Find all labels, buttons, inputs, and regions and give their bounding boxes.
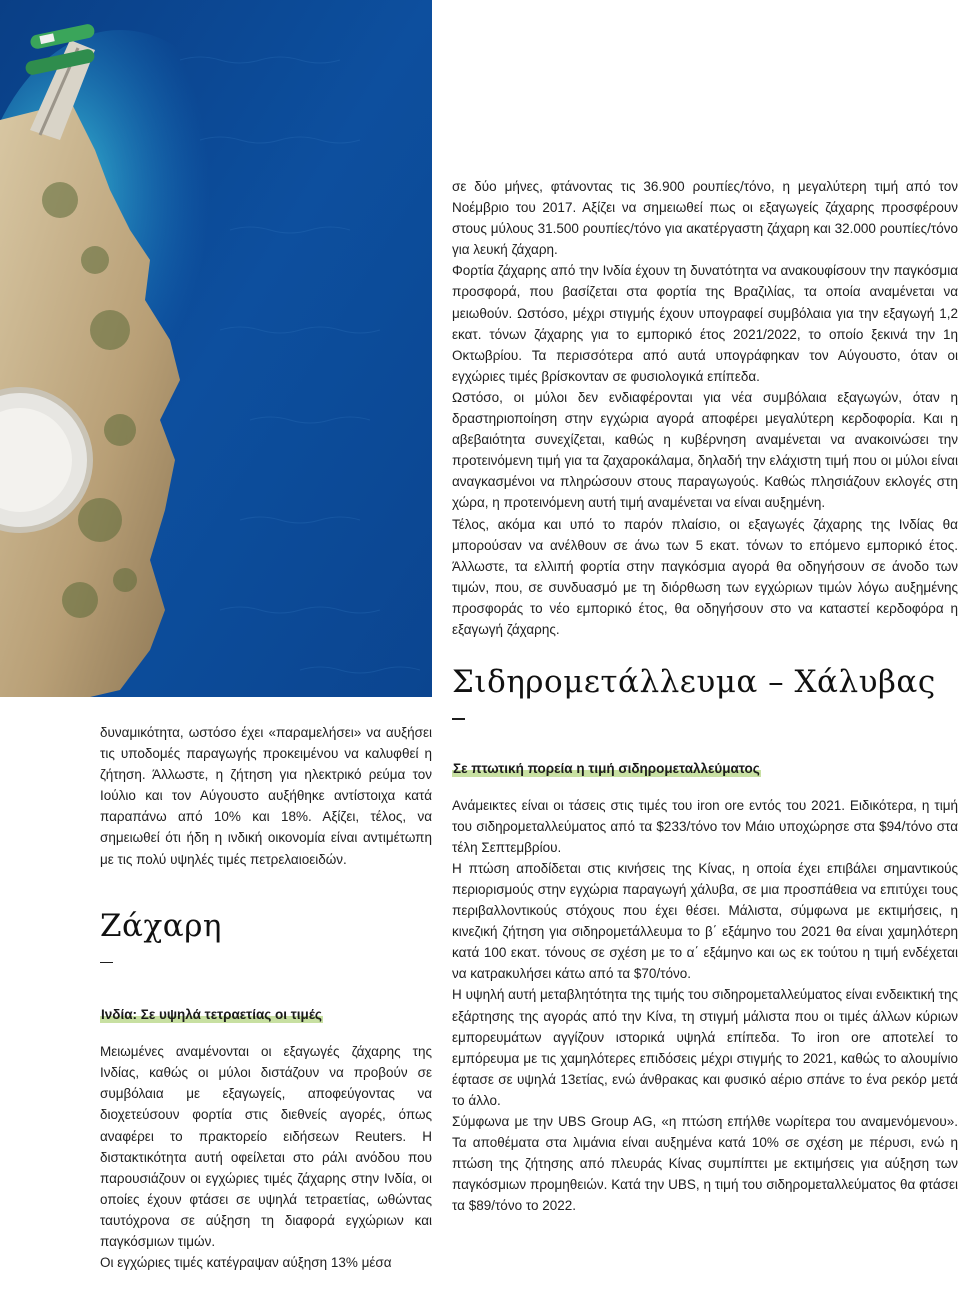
coastline-photo: [0, 0, 432, 697]
steel-subheading-wrap: [452, 760, 958, 778]
sugar-heading: Ζάχαρη: [100, 907, 222, 944]
sugar-subheading: Ινδία: Σε υψηλά τετραετίας οι τιμές: [101, 1007, 322, 1023]
sugar-paragraph-2: Οι εγχώριες τιμές κατέγραψαν αύξηση 13% μέσα: [100, 1255, 392, 1271]
steel-paragraph-1: Ανάμεικτες είναι οι τάσεις στις τιμές του iron ore εντός του 2021. Ειδικότερα, η τιμή του σιδηρομεταλλεύματος από τα $233/τόνο τον Μάιο υποχώρησε στα $94/τόνο στα τέλη Σεπτεμβρίου.: [452, 797, 958, 855]
steel-paragraph-4: Σύμφωνα με την UBS Group AG, «η πτώση επήλθε νωρίτερα του αναμενόμενου». Τα αποθέματα στα λιμάνια είναι αυξημένα κατά 10% σε σχέση με πέρυσι, ενώ η πτώση της ζήτησης από πλευράς Κίνας συμπίπτει με εκτιμήσεις για αύξηση των παγκόσμιων προμηθειών. Κατά την UBS, η τιμή του σιδηρομεταλλεύματος θα φτάσει τα $89/τόνο το 2022.: [452, 1113, 958, 1214]
sugar-paragraph-5: Ωστόσο, οι μύλοι δεν ενδιαφέρονται για νέα συμβόλαια εξαγωγών, όταν η δραστηριοποίηση στην εγχώρια αγορά αποφέρει μεγαλύτερη κερδοφορία. Και η αβεβαιότητα συνεχίζεται, καθώς η κυβέρνηση αναμένεται να ανακοινώσει την προτεινόμενη τιμή για τα ζαχαροκάλαμα, δηλαδή την ελάχιστη τιμή που οι μύλοι είναι αναγκασμένοι να πληρώσουν στους παραγωγούς. Καθώς πλησιάζουν εκλογές στη χώρα, η προτεινόμενη αυτή τιμή αναμένεται να είναι αυξημένη.: [452, 389, 958, 511]
left-column: [100, 722, 432, 1273]
steel-subheading: Σε πτωτική πορεία η τιμή σιδηρομεταλλεύματος: [453, 760, 760, 776]
right-column: [452, 176, 958, 1216]
steel-paragraph-3: Η υψηλή αυτή μεταβλητότητα της τιμής του σιδηρομεταλλεύματος είναι ενδεικτική της εξάρτησης της αγοράς από την Κίνα, τη στιγμή μάλιστα που οι τιμές άλλων κύριων εμπορευμάτων αγγίζουν ιστορικά υψηλά επίπεδα. Το iron ore αποτελεί το εμπόρευμα με τις χαμηλότερες επιδόσεις μέχρι στιγμής το 2021, καθώς το αλουμίνιο έφτασε σε υψηλά 13ετίας, ενώ άνθρακας και φυσικό αέριο σπάνε το ένα ρεκόρ μετά το άλλο.: [452, 987, 958, 1108]
sugar-paragraph-3: σε δύο μήνες, φτάνοντας τις 36.900 ρουπίες/τόνο, η μεγαλύτερη τιμή από τον Νοέμβριο του 2017. Αξίζει να σημειωθεί πως οι εξαγωγείς ζάχαρης προσφέρουν στους μύλους 31.500 ρουπίες/τόνο για ακατέργαστη ζάχαρη και 32.000 ρουπίες/τόνο για λευκή ζάχαρη.: [452, 179, 958, 258]
steel-heading-rule: [452, 718, 465, 720]
sugar-paragraph-4: Φορτία ζάχαρης από την Ινδία έχουν τη δυνατότητα να ανακουφίσουν την παγκόσμια προσφορά, που βασίζεται στα φορτία της Βραζιλίας, τα οποία αναμένεται να μειωθούν. Ωστόσο, μέχρι στιγμής έχουν υπογραφεί συμβόλαια για την εξαγωγή 1,2 εκατ. τόνων ζάχαρης για το εμπορικό έτος 2021/2022, το οποίο ξεκινά την 1η Οκτωβρίου. Τα περισσότερα από αυτά υπογράφηκαν τον Αύγουστο, όταν οι εγχώριες τιμές βρίσκονταν σε φυσιολογικά επίπεδα.: [452, 263, 958, 384]
steel-heading: Σιδηρομετάλλευμα – Χάλυβας: [452, 664, 936, 701]
sugar-paragraph-1: Μειωμένες αναμένονται οι εξαγωγές ζάχαρης της Ινδίας, καθώς οι μύλοι διστάζουν να προβούν σε συμβόλαια με εξαγωγείς, αποφεύγοντας να διοχετεύσουν φορτία στις διεθνείς αγορές, όπως αναφέρει το πρακτορείο ειδήσεων Reuters. Η διστακτικότητα αυτή οφείλεται στο ράλι ανόδου που παρουσιάζουν οι εγχώριες τιμές ζάχαρης στην Ινδία, οι οποίες έχουν φτάσει σε υψηλά τετραετίας, ωθώντας ταυτόχρονα σε αύξηση τη διαφορά εγχώριων και παγκόσμιων τιμών.: [100, 1044, 432, 1249]
sugar-paragraph-6: Τέλος, ακόμα και υπό το παρόν πλαίσιο, οι εξαγωγές ζάχαρης της Ινδίας θα μπορούσαν να ανέλθουν σε άνω των 5 εκατ. τόνων το επόμενο εμπορικό έτος. Άλλωστε, τα ελλιπή φορτία στην παγκόσμια αγορά θα οδηγήσουν σε άνοδο των τιμών, που, σε συνδυασμό με τη διόρθωση των εγχώριων τιμών λόγω αυξημένης προσφοράς το νέο εμπορικό έτος, θα οδηγήσουν στο να καταστεί κερδοφόρα η εξαγωγή ζάχαρης.: [452, 516, 958, 637]
intro-paragraph: δυναμικότητα, ωστόσο έχει «παραμελήσει» να αυξήσει τις υποδομές παραγωγής προκειμένου να καλυφθεί η ζήτηση. Άλλωστε, η ζήτηση για ηλεκτρικό ρεύμα τον Ιούλιο και τον Αύγουστο αυξήθηκε αντίστοιχα κατά παραπάνω από 10% και 18%. Αξίζει, τέλος, να σημειωθεί ότι ήδη η ινδική οικονομία είναι αντιμέτωπη με τις πολύ υψηλές τιμές πετρελαιοειδών.: [100, 725, 432, 867]
sugar-subheading-wrap: [100, 1006, 432, 1024]
sugar-heading-rule: [100, 962, 113, 964]
steel-paragraph-2: Η πτώση αποδίδεται στις κινήσεις της Κίνας, η οποία έχει επιβάλει σημαντικούς περιορισμούς στην εγχώρια παραγωγή χάλυβα, σε μια προσπάθεια να επιτύχει τους περιβαλλοντικούς στόχους που έχει θέσει. Μάλιστα, σύμφωνα με εκτιμήσεις, η κινεζική ζήτηση για σιδηρομετάλλευμα το β΄ εξάμηνο του 2021 θα είναι χαμηλότερη κατά 100 εκατ. τόνους σε σχέση με το α΄ εξάμηνο και ως εκ τούτου η τιμή ενδέχεται να κατρακυλήσει κάτω από τα $70/τόνο.: [452, 860, 958, 982]
coastline-illustration: [0, 0, 432, 697]
